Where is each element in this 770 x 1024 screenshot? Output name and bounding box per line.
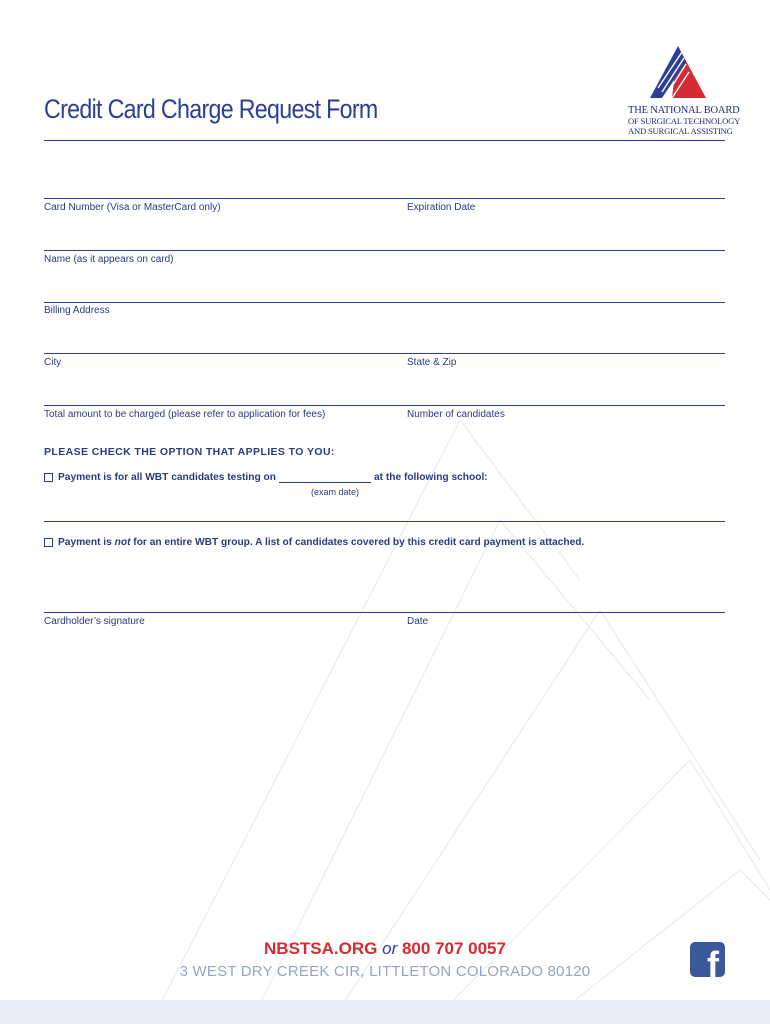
option-1-checkbox[interactable] [44,473,53,482]
footer-or: or [382,939,398,958]
logo-line-1: THE NATIONAL BOARD [628,105,740,116]
city-label: City [44,357,62,368]
state-zip-label: State & Zip [407,357,457,368]
expiration-date-label: Expiration Date [407,202,476,213]
exam-date-caption: (exam date) [311,487,360,497]
number-of-candidates-label: Number of candidates [407,409,505,420]
option-1-text-after: at the following school: [373,472,488,483]
cardholder-signature-label: Cardholder’s signature [44,616,145,627]
card-number-label: Card Number (Visa or MasterCard only) [44,202,221,213]
school-line[interactable] [44,521,725,522]
title-divider [44,140,725,141]
logo-line-3: AND SURGICAL ASSISTING [628,126,733,136]
option-2-checkbox[interactable] [44,538,53,547]
option-2-text: Payment is [58,537,115,548]
option-1-text: Payment is for all WBT candidates testing on [58,472,276,483]
nbstsa-logo [628,44,741,144]
website-link[interactable]: NBSTSA.ORG [264,939,378,958]
signature-line[interactable] [44,612,725,613]
city-line[interactable] [44,353,725,354]
facebook-icon[interactable]: f [690,942,725,977]
name-line[interactable] [44,250,725,251]
triangle-logo-icon [648,44,710,100]
logo-line-2: OF SURGICAL TECHNOLOGY [628,116,741,126]
billing-address-line[interactable] [44,302,725,303]
total-amount-line[interactable] [44,405,725,406]
bottom-band [0,1000,770,1024]
page-title: Credit Card Charge Request Form [44,94,378,124]
footer-address: 3 WEST DRY CREEK CIR, LITTLETON COLORADO 80120 [179,963,591,980]
option-2 [44,537,584,548]
billing-address-label: Billing Address [44,305,110,316]
option-2-text-after: for an entire WBT group. A list of candidates covered by this credit card payment is attached. [130,537,585,548]
date-label: Date [407,616,429,627]
option-1 [44,472,488,483]
card-number-line[interactable] [44,198,725,199]
exam-date-blank[interactable] [279,472,371,483]
total-amount-label: Total amount to be charged (please refer to application for fees) [44,409,326,420]
option-2-italic: not [114,537,131,548]
name-label: Name (as it appears on card) [44,254,174,265]
phone-number[interactable]: 800 707 0057 [401,939,506,958]
options-heading: PLEASE CHECK THE OPTION THAT APPLIES TO YOU: [44,446,335,458]
footer-contact [0,939,770,959]
